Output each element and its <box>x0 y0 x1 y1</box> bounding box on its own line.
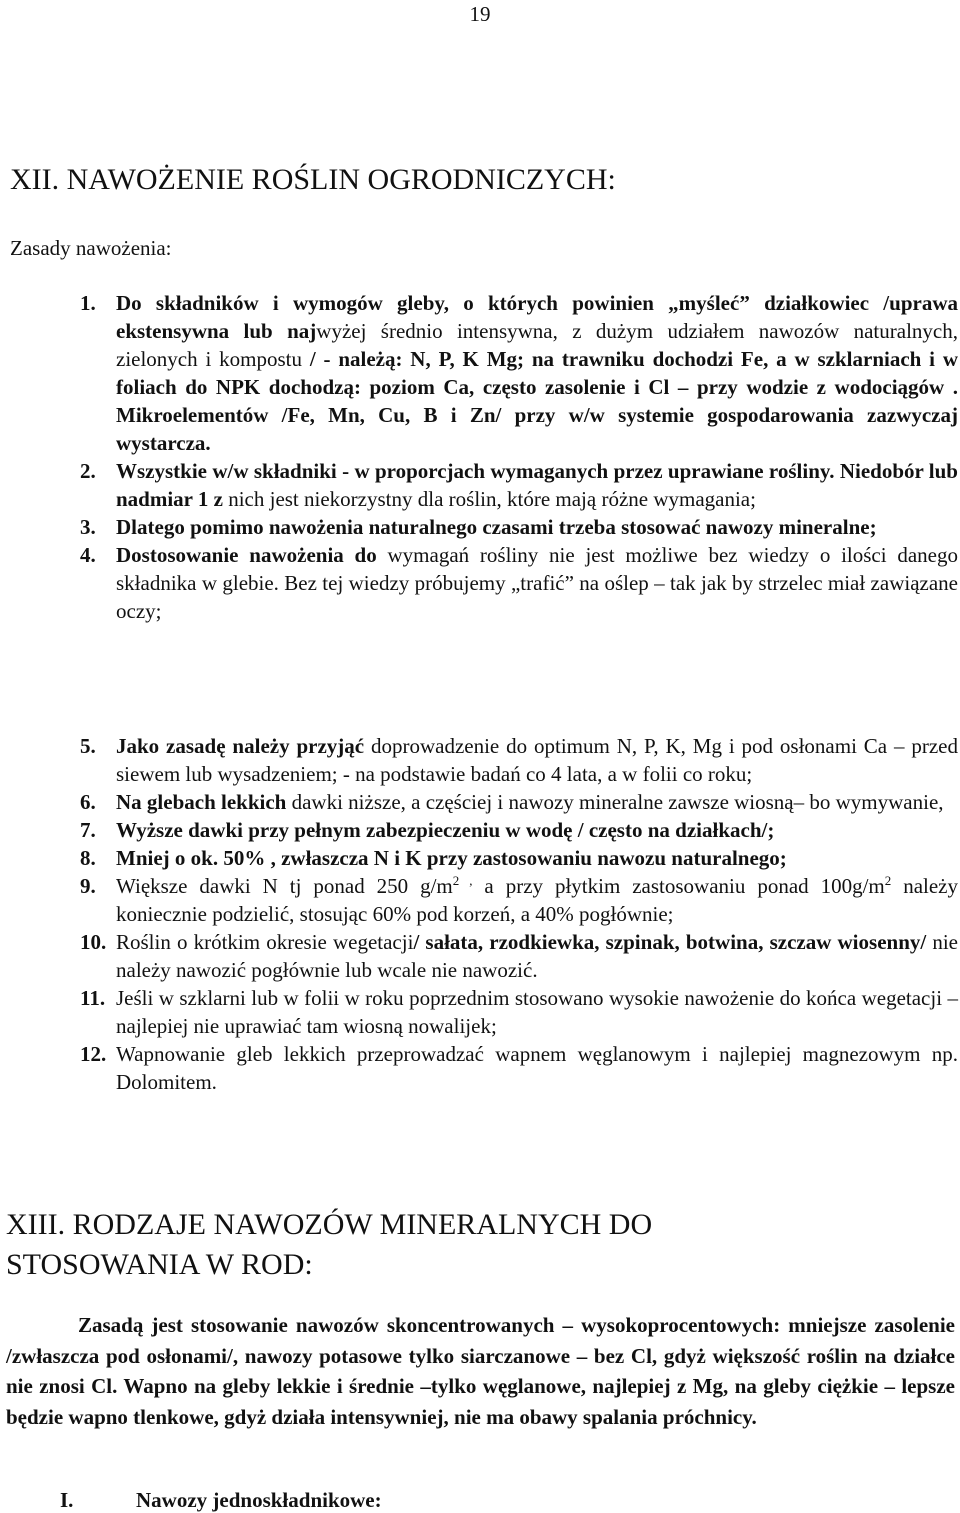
superscript: 2 , <box>452 873 473 888</box>
subsection-title: Nawozy jednoskładnikowe: <box>136 1488 382 1512</box>
list-item <box>80 928 958 984</box>
text-run: / sałata, rzodkiewka, szpinak, botwina, szczaw wiosenny/ <box>413 930 933 954</box>
list-item-number: 10. <box>80 930 107 954</box>
list-item-text <box>116 513 958 541</box>
section-13-intro: Zasadą jest stosowanie nawozów skoncentrowanych – wysokoprocentowych: mniejsze zasolenie /zwłaszcza pod osłonami/, nawozy potasowe tylko siarczanowe – bez Cl, gdyż większość roślin na działce nie znosi Cl. Wapno na gleby lekkie i średnie –tylko węglanowe, najlepiej z Mg, na gleby ciężkie – lepsze będzie wapno tlenkowe, gdyż działa intensywniej, nie ma obawy spalania próchnicy. <box>6 1313 955 1429</box>
text-run: Do składników i wymogów gleby, o których powinien „myśleć” działkowiec /uprawa ekstensywna lub naj <box>116 291 958 343</box>
list-item <box>80 732 958 788</box>
section-13-heading: XIII. RODZAJE NAWOZÓW MINERALNYCH DO STOSOWANIA W ROD: <box>6 1208 653 1281</box>
list-item <box>80 872 958 928</box>
list-item <box>80 816 958 844</box>
text-run: Dlatego pomimo nawożenia naturalnego czasami trzeba stosować nawozy mineralne; <box>116 515 877 539</box>
list-item-number: 8. <box>80 846 96 870</box>
list-item-text <box>116 816 958 844</box>
list-item-text <box>116 872 958 928</box>
subsection-number: I. <box>60 1488 74 1512</box>
list-item <box>80 457 958 513</box>
text-run: doprowadzenie do optimum N, P, K, Mg i pod osłonami Ca – przed siewem lub wysadzeniem; - na podstawie badań co 4 lata, a w folii co roku; <box>116 734 958 786</box>
text-run: dawki niższe, a częściej i nawozy mineralne zawsze wiosną– bo wymywanie, <box>291 790 944 814</box>
text-run: Dostosowanie nawożenia do <box>116 543 388 567</box>
list-item-number: 9. <box>80 874 96 898</box>
text-run: Roślin o krótkim okresie wegetacji <box>116 930 414 954</box>
list-item-number: 11. <box>80 986 106 1010</box>
text-run: Jeśli w szklarni lub w folii w roku poprzednim stosowano wysokie nawożenie do końca wegetacji – najlepiej nie uprawiać tam wiosną nowalijek; <box>116 986 958 1038</box>
text-run: należy koniecznie podzielić, stosując 60% pod korzeń, a 40% pogłównie; <box>116 874 959 926</box>
list-item-number: 4. <box>80 543 96 567</box>
list-item-text <box>116 457 958 513</box>
section-12-heading: XII. NAWOŻENIE ROŚLIN OGRODNICZYCH: <box>10 163 616 196</box>
list-item-number: 1. <box>80 291 96 315</box>
text-run: wymagań rośliny nie jest możliwe bez wiedzy o ilości danego składnika w glebie. Bez tej wiedzy próbujemy „trafić” na oślep – tak jak by strzelec miał zawiązane oczy; <box>116 543 959 623</box>
list-item <box>80 1040 958 1096</box>
list-item <box>80 289 958 457</box>
list-item-text <box>116 541 958 625</box>
text-run: Na glebach lekkich <box>116 790 292 814</box>
list-item <box>80 513 958 541</box>
text-run: Wszystkie w/w składniki - w proporcjach wymaganych przez uprawiane rośliny. Niedobór lub nadmiar 1 z <box>116 459 958 511</box>
list-item <box>80 541 958 625</box>
rules-list-part-2 <box>80 732 958 1096</box>
list-item <box>80 788 958 816</box>
text-run: Jako zasadę należy przyjąć <box>116 734 371 758</box>
text-run: nie należy nawozić pogłównie lub wcale nie nawozić. <box>116 930 958 982</box>
list-item-number: 7. <box>80 818 96 842</box>
subsection-heading <box>60 1488 382 1513</box>
section-12-subheading: Zasady nawożenia: <box>10 236 172 260</box>
text-run: Większe dawki N tj ponad 250 g/m <box>116 874 453 898</box>
list-item-number: 12. <box>80 1042 107 1066</box>
text-run: nich jest niekorzystny dla roślin, które mają różne wymagania; <box>228 487 756 511</box>
rules-list-part-1 <box>80 289 958 625</box>
text-run: Mniej o ok. 50% , zwłaszcza N i K przy zastosowaniu nawozu naturalnego; <box>116 846 787 870</box>
text-run: Wyższe dawki przy pełnym zabezpieczeniu w wodę / często na działkach/; <box>116 818 775 842</box>
list-item-number: 5. <box>80 734 96 758</box>
list-item-number: 3. <box>80 515 96 539</box>
text-run: Wapnowanie gleb lekkich przeprowadzać wapnem węglanowym i najlepiej magnezowym np. Dolomitem. <box>116 1042 958 1094</box>
list-item-text <box>116 928 958 984</box>
list-item-text <box>116 788 958 816</box>
superscript: 2 <box>884 873 892 888</box>
list-item-text <box>116 984 958 1040</box>
page-number: 19 <box>469 2 491 26</box>
list-item-text <box>116 1040 958 1096</box>
text-run: / - należą: N, P, K Mg; na trawniku dochodzi Fe, a w szklarniach i w foliach do NPK dochodzą: poziom Ca, często zasolenie i Cl – przy wodzie z wodociągów . Mikroelementów /Fe, Mn, Cu, B i Zn/ przy w/w systemie gospodarowania zazwyczaj wystarcza. <box>116 347 959 455</box>
text-run: a przy płytkim zastosowaniu ponad 100g/m <box>472 874 885 898</box>
list-item-number: 2. <box>80 459 96 483</box>
list-item <box>80 844 958 872</box>
text-run: wyżej średnio intensywna, z dużym udziałem nawozów naturalnych, zielonych i kompostu <box>116 319 958 371</box>
list-item-text <box>116 289 958 457</box>
list-item-text <box>116 732 958 788</box>
list-item-text <box>116 844 958 872</box>
list-item-number: 6. <box>80 790 96 814</box>
list-item <box>80 984 958 1040</box>
